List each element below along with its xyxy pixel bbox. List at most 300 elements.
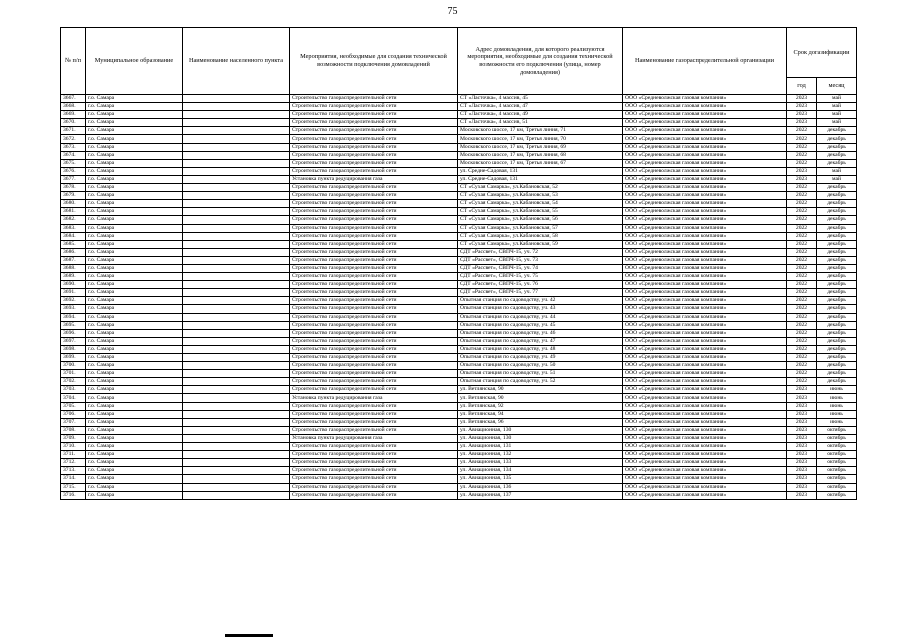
settlement-cell [183,491,290,499]
row-number: 3668. [61,103,86,111]
table-row [61,119,857,127]
org-cell: ООО «Средневолжская газовая компания» [623,192,787,200]
month-cell: октябрь [817,459,857,467]
settlement-cell [183,362,290,370]
measure-cell: Строительство газораспределительной сети [290,143,458,151]
year-cell: 2022 [787,370,817,378]
org-cell: ООО «Средневолжская газовая компания» [623,305,787,313]
settlement-cell [183,95,290,103]
municipal-cell: г.о. Самара [86,175,183,183]
table-row [61,410,857,418]
org-cell: ООО «Средневолжская газовая компания» [623,378,787,386]
settlement-cell [183,200,290,208]
address-cell: Опытная станция по садоводству, уч. 50 [458,362,623,370]
month-cell: декабрь [817,370,857,378]
year-cell: 2022 [787,329,817,337]
address-cell: СТ «Ласточка», 4 массив, 51 [458,119,623,127]
month-cell: май [817,119,857,127]
month-cell: декабрь [817,378,857,386]
row-number: 3677. [61,175,86,183]
year-cell: 2022 [787,305,817,313]
year-cell: 2023 [787,491,817,499]
month-cell: июнь [817,402,857,410]
year-cell: 2023 [787,402,817,410]
municipal-cell: г.о. Самара [86,264,183,272]
year-cell: 2023 [787,418,817,426]
org-cell: ООО «Средневолжская газовая компания» [623,119,787,127]
measure-cell: Строительство газораспределительной сети [290,297,458,305]
municipal-cell: г.о. Самара [86,467,183,475]
row-number: 3688. [61,264,86,272]
org-cell: ООО «Средневолжская газовая компания» [623,143,787,151]
address-cell: Московского шоссе, 17 км, Третья линия, 67 [458,159,623,167]
org-cell: ООО «Средневолжская газовая компания» [623,289,787,297]
year-cell: 2022 [787,256,817,264]
table-row [61,345,857,353]
row-number: 3683. [61,224,86,232]
org-cell: ООО «Средневолжская газовая компания» [623,451,787,459]
year-cell: 2022 [787,159,817,167]
settlement-cell [183,337,290,345]
year-cell: 2023 [787,95,817,103]
month-cell: декабрь [817,135,857,143]
address-cell: Московского шоссе, 17 км, Третья линия, 70 [458,135,623,143]
measure-cell: Строительство газораспределительной сети [290,362,458,370]
org-cell: ООО «Средневолжская газовая компания» [623,175,787,183]
municipal-cell: г.о. Самара [86,135,183,143]
year-cell: 2023 [787,459,817,467]
col-header-measures: Мероприятия, необходимые для создания технической возможности подключения домовладений [290,28,458,95]
col-header-month: месяц [817,78,857,95]
address-cell: ул. Ветлянская, 90 [458,386,623,394]
measure-cell: Строительство газораспределительной сети [290,475,458,483]
org-cell: ООО «Средневолжская газовая компания» [623,264,787,272]
municipal-cell: г.о. Самара [86,426,183,434]
municipal-cell: г.о. Самара [86,281,183,289]
measure-cell: Строительство газораспределительной сети [290,329,458,337]
year-cell: 2022 [787,208,817,216]
address-cell: ул. Авиационная, 137 [458,491,623,499]
year-cell: 2022 [787,232,817,240]
org-cell: ООО «Средневолжская газовая компания» [623,256,787,264]
address-cell: СДТ «Рассвет», СВПЧ-15, уч. 75 [458,273,623,281]
measure-cell: Строительство газораспределительной сети [290,192,458,200]
table-row [61,386,857,394]
month-cell: октябрь [817,467,857,475]
table-row [61,402,857,410]
municipal-cell: г.о. Самара [86,337,183,345]
org-cell: ООО «Средневолжская газовая компания» [623,443,787,451]
settlement-cell [183,313,290,321]
address-cell: СТ «Ласточка», 4 массив, 49 [458,111,623,119]
municipal-cell: г.о. Самара [86,143,183,151]
row-number: 3685. [61,240,86,248]
row-number: 3694. [61,313,86,321]
municipal-cell: г.о. Самара [86,378,183,386]
year-cell: 2023 [787,119,817,127]
measure-cell: Строительство газораспределительной сети [290,467,458,475]
measure-cell: Строительство газораспределительной сети [290,402,458,410]
municipal-cell: г.о. Самара [86,459,183,467]
measure-cell: Строительство газораспределительной сети [290,281,458,289]
row-number: 3715. [61,483,86,491]
table-row [61,135,857,143]
table-row [61,192,857,200]
org-cell: ООО «Средневолжская газовая компания» [623,103,787,111]
org-cell: ООО «Средневолжская газовая компания» [623,95,787,103]
year-cell: 2022 [787,200,817,208]
row-number: 3705. [61,402,86,410]
table-row [61,240,857,248]
municipal-cell: г.о. Самара [86,402,183,410]
year-cell: 2022 [787,281,817,289]
settlement-cell [183,216,290,224]
month-cell: май [817,103,857,111]
org-cell: ООО «Средневолжская газовая компания» [623,402,787,410]
municipal-cell: г.о. Самара [86,443,183,451]
address-cell: Опытная станция по садоводству, уч. 43 [458,305,623,313]
month-cell: июнь [817,386,857,394]
measure-cell: Строительство газораспределительной сети [290,167,458,175]
address-cell: ул. Ветлянская, 92 [458,402,623,410]
year-cell: 2022 [787,151,817,159]
address-cell: СТ «Сухая Самарка», ул.Кабановская, 53 [458,192,623,200]
row-number: 3691. [61,289,86,297]
municipal-cell: г.о. Самара [86,362,183,370]
table-row [61,378,857,386]
row-number: 3687. [61,256,86,264]
table-row [61,475,857,483]
municipal-cell: г.о. Самара [86,410,183,418]
org-cell: ООО «Средневолжская газовая компания» [623,273,787,281]
settlement-cell [183,434,290,442]
settlement-cell [183,256,290,264]
address-cell: СДТ «Рассвет», СВПЧ-15, уч. 72 [458,248,623,256]
row-number: 3713. [61,467,86,475]
month-cell: декабрь [817,297,857,305]
row-number: 3672. [61,135,86,143]
measure-cell: Строительство газораспределительной сети [290,151,458,159]
table-row [61,95,857,103]
address-cell: ул. Авиационная, 136 [458,483,623,491]
row-number: 3675. [61,159,86,167]
municipal-cell: г.о. Самара [86,313,183,321]
settlement-cell [183,354,290,362]
settlement-cell [183,159,290,167]
table-row [61,208,857,216]
org-cell: ООО «Средневолжская газовая компания» [623,386,787,394]
row-number: 3700. [61,362,86,370]
org-cell: ООО «Средневолжская газовая компания» [623,135,787,143]
row-number: 3682. [61,216,86,224]
org-cell: ООО «Средневолжская газовая компания» [623,224,787,232]
municipal-cell: г.о. Самара [86,297,183,305]
org-cell: ООО «Средневолжская газовая компания» [623,362,787,370]
municipal-cell: г.о. Самара [86,240,183,248]
month-cell: декабрь [817,329,857,337]
col-header-address: Адрес домовладения, для которого реализуются мероприятия, необходимые для создания технической возможности его подключения (улица, номер домовладения) [458,28,623,95]
org-cell: ООО «Средневолжская газовая компания» [623,248,787,256]
row-number: 3697. [61,337,86,345]
month-cell: октябрь [817,475,857,483]
year-cell: 2022 [787,313,817,321]
settlement-cell [183,119,290,127]
settlement-cell [183,273,290,281]
row-number: 3680. [61,200,86,208]
address-cell: СТ «Сухая Самарка», ул.Кабановская, 59 [458,240,623,248]
col-header-year: год [787,78,817,95]
month-cell: май [817,95,857,103]
settlement-cell [183,167,290,175]
settlement-cell [183,475,290,483]
settlement-cell [183,208,290,216]
settlement-cell [183,184,290,192]
year-cell: 2022 [787,321,817,329]
year-cell: 2023 [787,443,817,451]
org-cell: ООО «Средневолжская газовая компания» [623,208,787,216]
measure-cell: Строительство газораспределительной сети [290,491,458,499]
table-row [61,248,857,256]
row-number: 3704. [61,394,86,402]
month-cell: октябрь [817,426,857,434]
address-cell: Московского шоссе, 17 км, Третья линия, 68 [458,151,623,159]
address-cell: Опытная станция по садоводству, уч. 47 [458,337,623,345]
org-cell: ООО «Средневолжская газовая компания» [623,216,787,224]
year-cell: 2023 [787,483,817,491]
year-cell: 2022 [787,378,817,386]
table-header [61,28,857,95]
year-cell: 2022 [787,143,817,151]
settlement-cell [183,394,290,402]
org-cell: ООО «Средневолжская газовая компания» [623,354,787,362]
row-number: 3703. [61,386,86,394]
table-row [61,167,857,175]
table-row [61,467,857,475]
year-cell: 2023 [787,167,817,175]
org-cell: ООО «Средневолжская газовая компания» [623,475,787,483]
month-cell: декабрь [817,281,857,289]
table-row [61,159,857,167]
row-number: 3714. [61,475,86,483]
row-number: 3686. [61,248,86,256]
table-row [61,451,857,459]
municipal-cell: г.о. Самара [86,354,183,362]
table-row [61,337,857,345]
table-row [61,232,857,240]
address-cell: Опытная станция по садоводству, уч. 42 [458,297,623,305]
org-cell: ООО «Средневолжская газовая компания» [623,394,787,402]
municipal-cell: г.о. Самара [86,216,183,224]
table-row [61,370,857,378]
row-number: 3669. [61,111,86,119]
row-number: 3712. [61,459,86,467]
org-cell: ООО «Средневолжская газовая компания» [623,418,787,426]
municipal-cell: г.о. Самара [86,386,183,394]
row-number: 3676. [61,167,86,175]
org-cell: ООО «Средневолжская газовая компания» [623,240,787,248]
address-cell: Московского шоссе, 17 км, Третья линия, 69 [458,143,623,151]
measure-cell: Строительство газораспределительной сети [290,127,458,135]
table-row [61,362,857,370]
month-cell: декабрь [817,200,857,208]
measure-cell: Строительство газораспределительной сети [290,345,458,353]
org-cell: ООО «Средневолжская газовая компания» [623,426,787,434]
table-row [61,175,857,183]
settlement-cell [183,224,290,232]
row-number: 3702. [61,378,86,386]
table-row [61,281,857,289]
settlement-cell [183,451,290,459]
settlement-cell [183,240,290,248]
page-number: 75 [447,6,458,17]
month-cell: декабрь [817,159,857,167]
row-number: 3690. [61,281,86,289]
row-number: 3706. [61,410,86,418]
settlement-cell [183,329,290,337]
address-cell: ул. Средне-Садовая, 131 [458,175,623,183]
row-number: 3684. [61,232,86,240]
table-row [61,111,857,119]
year-cell: 2023 [787,434,817,442]
address-cell: Опытная станция по садоводству, уч. 45 [458,321,623,329]
table-row [61,394,857,402]
year-cell: 2022 [787,273,817,281]
municipal-cell: г.о. Самара [86,184,183,192]
year-cell: 2022 [787,184,817,192]
measure-cell: Строительство газораспределительной сети [290,459,458,467]
measure-cell: Строительство газораспределительной сети [290,410,458,418]
year-cell: 2022 [787,297,817,305]
municipal-cell: г.о. Самара [86,329,183,337]
address-cell: ул. Ветлянская, 90 [458,394,623,402]
month-cell: октябрь [817,483,857,491]
table-row [61,264,857,272]
table-row [61,459,857,467]
table-row [61,491,857,499]
municipal-cell: г.о. Самара [86,103,183,111]
measure-cell: Строительство газораспределительной сети [290,264,458,272]
measure-cell: Строительство газораспределительной сети [290,200,458,208]
municipal-cell: г.о. Самара [86,192,183,200]
month-cell: декабрь [817,232,857,240]
settlement-cell [183,192,290,200]
col-header-settlement: Наименование населенного пункта [183,28,290,95]
year-cell: 2022 [787,264,817,272]
col-header-org: Наименование газораспределительной организации [623,28,787,95]
municipal-cell: г.о. Самара [86,200,183,208]
settlement-cell [183,305,290,313]
year-cell: 2023 [787,426,817,434]
table-row [61,483,857,491]
address-cell: СДТ «Рассвет», СВПЧ-15, уч. 74 [458,264,623,272]
org-cell: ООО «Средневолжская газовая компания» [623,329,787,337]
settlement-cell [183,289,290,297]
municipal-cell: г.о. Самара [86,159,183,167]
month-cell: июнь [817,418,857,426]
month-cell: декабрь [817,362,857,370]
month-cell: декабрь [817,273,857,281]
year-cell: 2022 [787,127,817,135]
table-row [61,297,857,305]
settlement-cell [183,143,290,151]
month-cell: декабрь [817,151,857,159]
municipal-cell: г.о. Самара [86,451,183,459]
address-cell: СТ «Сухая Самарка», ул.Кабановская, 58 [458,232,623,240]
measure-cell: Строительство газораспределительной сети [290,483,458,491]
year-cell: 2023 [787,103,817,111]
municipal-cell: г.о. Самара [86,483,183,491]
measure-cell: Строительство газораспределительной сети [290,354,458,362]
month-cell: май [817,111,857,119]
org-cell: ООО «Средневолжская газовая компания» [623,459,787,467]
address-cell: Опытная станция по садоводству, уч. 52 [458,378,623,386]
municipal-cell: г.о. Самара [86,224,183,232]
month-cell: декабрь [817,184,857,192]
measure-cell: Строительство газораспределительной сети [290,418,458,426]
table-row [61,418,857,426]
municipal-cell: г.о. Самара [86,119,183,127]
footer-line [225,634,273,637]
measure-cell: Строительство газораспределительной сети [290,232,458,240]
municipal-cell: г.о. Самара [86,167,183,175]
month-cell: декабрь [817,256,857,264]
table-row [61,200,857,208]
year-cell: 2023 [787,451,817,459]
address-cell: СТ «Сухая Самарка», ул.Кабановская, 54 [458,200,623,208]
org-cell: ООО «Средневолжская газовая компания» [623,370,787,378]
address-cell: СТ «Ласточка», 4 массив, 47 [458,103,623,111]
measure-cell: Строительство газораспределительной сети [290,337,458,345]
settlement-cell [183,426,290,434]
row-number: 3667. [61,95,86,103]
table-row [61,151,857,159]
table-body [61,95,857,500]
year-cell: 2022 [787,216,817,224]
settlement-cell [183,370,290,378]
month-cell: май [817,175,857,183]
month-cell: декабрь [817,192,857,200]
measure-cell: Строительство газораспределительной сети [290,273,458,281]
settlement-cell [183,467,290,475]
org-cell: ООО «Средневолжская газовая компания» [623,167,787,175]
address-cell: Московского шоссе, 17 км, Третья линия, 71 [458,127,623,135]
settlement-cell [183,443,290,451]
row-number: 3670. [61,119,86,127]
address-cell: ул. Авиационная, 134 [458,467,623,475]
org-cell: ООО «Средневолжская газовая компания» [623,483,787,491]
org-cell: ООО «Средневолжская газовая компания» [623,200,787,208]
settlement-cell [183,386,290,394]
year-cell: 2022 [787,345,817,353]
table-row [61,127,857,135]
col-header-municipal: Муниципальное образование [86,28,183,95]
municipal-cell: г.о. Самара [86,305,183,313]
month-cell: май [817,167,857,175]
table-row [61,426,857,434]
month-cell: июнь [817,394,857,402]
measure-cell: Строительство газораспределительной сети [290,184,458,192]
measure-cell: Строительство газораспределительной сети [290,313,458,321]
year-cell: 2022 [787,192,817,200]
measure-cell: Строительство газораспределительной сети [290,256,458,264]
measure-cell: Строительство газораспределительной сети [290,289,458,297]
org-cell: ООО «Средневолжская газовая компания» [623,321,787,329]
year-cell: 2022 [787,224,817,232]
table-row [61,143,857,151]
org-cell: ООО «Средневолжская газовая компания» [623,297,787,305]
month-cell: декабрь [817,264,857,272]
gasification-table [60,27,857,500]
